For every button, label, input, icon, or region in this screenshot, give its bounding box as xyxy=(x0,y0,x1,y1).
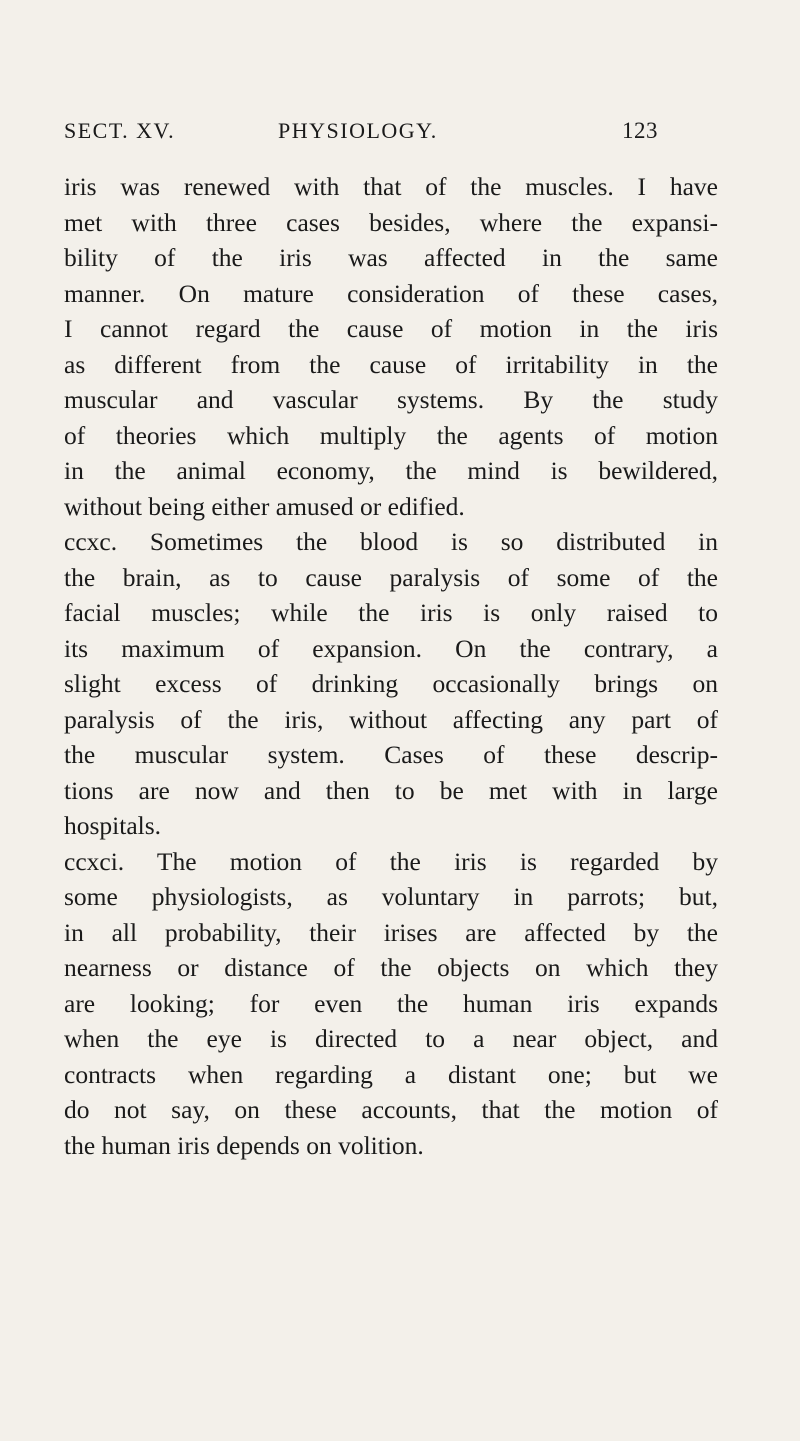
running-title: PHYSIOLOGY. xyxy=(278,118,438,143)
text-line: bility of the iris was affected in the same xyxy=(64,243,718,272)
text-line: of theories which multiply the agents of motion xyxy=(64,420,718,450)
text-line: in the animal economy, the mind is bewildered, xyxy=(64,456,718,485)
text-line: iris was renewed with that of the muscles. I have xyxy=(64,172,718,201)
body-text xyxy=(64,169,718,1163)
section-label: SECT. XV. xyxy=(64,118,176,143)
text-line: the brain, as to cause paralysis of some of the xyxy=(64,562,718,592)
text-line: muscular and vascular systems. By the study xyxy=(64,385,718,414)
text-line: are looking; for even the human iris expands xyxy=(64,988,718,1018)
text-line: tions are now and then to be met with in large xyxy=(64,775,718,805)
text-line: paralysis of the iris, without affecting any part of xyxy=(64,704,718,734)
text-line: without being either amused or edified. xyxy=(64,491,465,521)
text-line: hospitals. xyxy=(64,811,162,840)
text-line: manner. On mature consideration of these cases, xyxy=(64,278,718,308)
text-line: ccxc. Sometimes the blood is so distributed in xyxy=(64,527,718,556)
text-line: as different from the cause of irritability in the xyxy=(64,349,718,379)
text-line: the human iris depends on volition. xyxy=(64,1130,424,1160)
text-line: ccxci. The motion of the iris is regarded by xyxy=(64,846,718,876)
text-line: its maximum of expansion. On the contrary, a xyxy=(64,633,718,663)
running-header xyxy=(0,118,800,148)
text-line: do not say, on these accounts, that the motion of xyxy=(64,1095,718,1124)
text-line: slight excess of drinking occasionally brings on xyxy=(64,669,718,698)
text-line: contracts when regarding a distant one; but we xyxy=(64,1059,718,1089)
text-line: met with three cases besides, where the expansi- xyxy=(64,207,718,237)
text-line: facial muscles; while the iris is only raised to xyxy=(64,598,718,627)
text-line: I cannot regard the cause of motion in the iris xyxy=(64,314,718,343)
text-line: in all probability, their irises are affected by the xyxy=(64,917,718,947)
page-number: 123 xyxy=(622,118,658,143)
text-line: the muscular system. Cases of these descrip- xyxy=(64,740,718,769)
text-line: nearness or distance of the objects on which they xyxy=(64,953,718,982)
text-line: some physiologists, as voluntary in parrots; but, xyxy=(64,882,718,911)
text-line: when the eye is directed to a near object, and xyxy=(64,1024,718,1053)
